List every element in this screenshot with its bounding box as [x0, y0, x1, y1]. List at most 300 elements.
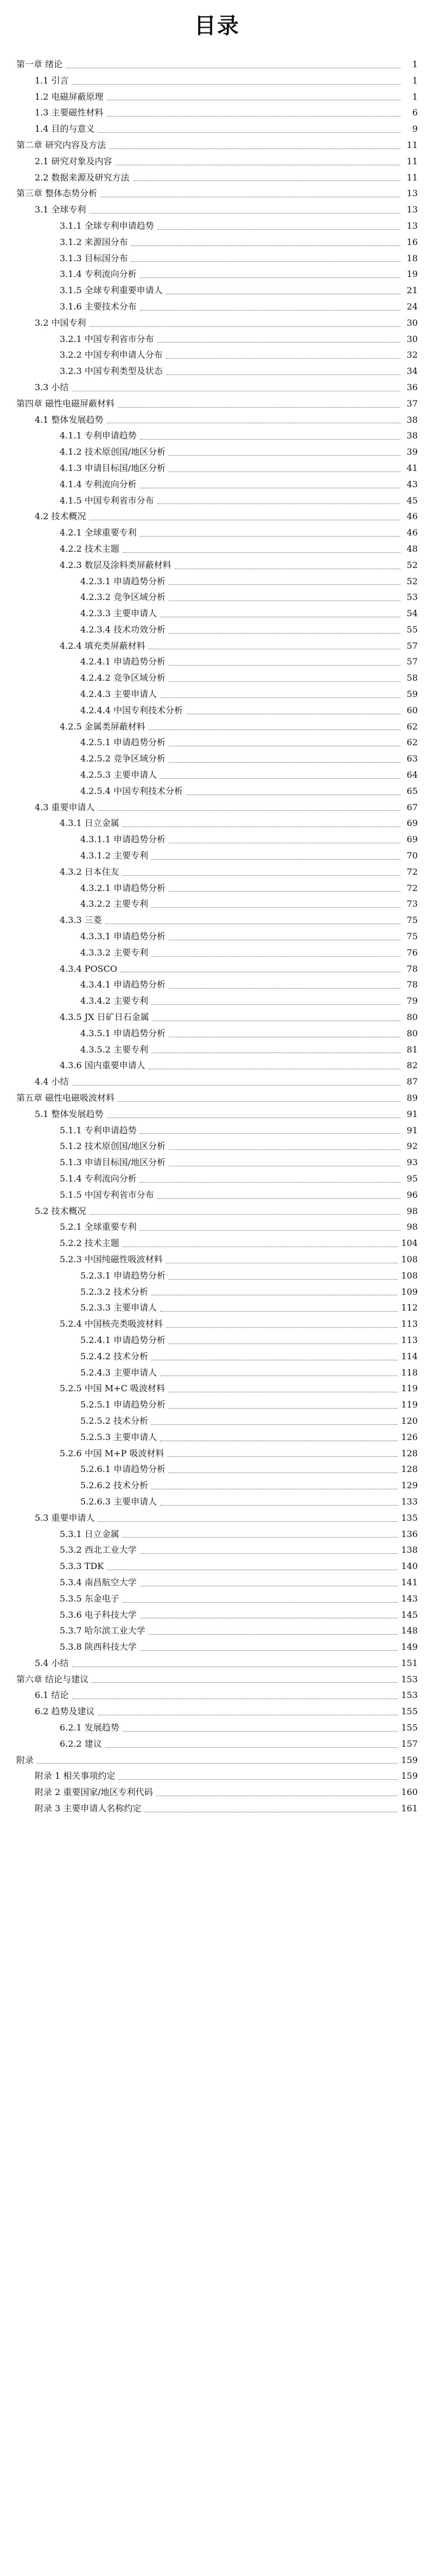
toc-entry[interactable]	[16, 396, 418, 412]
toc-entry[interactable]	[16, 880, 418, 896]
toc-entry[interactable]	[16, 460, 418, 476]
toc-entry-page-number: 38	[406, 430, 418, 441]
toc-entry-page-number: 133	[401, 1496, 418, 1507]
toc-entry-label: 2.2 数据来源及研究方法	[35, 172, 130, 183]
toc-entry-label: 5.2.6.1 申请趋势分析	[80, 1464, 166, 1475]
toc-entry-page-number: 1	[412, 75, 418, 86]
toc-entry-label: 5.2.6.3 主要申请人	[80, 1496, 157, 1507]
toc-entry-label: 5.3.6 电子科技大学	[60, 1609, 137, 1620]
toc-entry[interactable]	[16, 105, 418, 121]
toc-entry[interactable]	[16, 912, 418, 928]
toc-entry[interactable]	[16, 444, 418, 460]
toc-entry-label: 4.3.3.1 申请趋势分析	[80, 931, 166, 942]
toc-entry[interactable]	[16, 1542, 418, 1558]
toc-entry-label: 5.3.2 西北工业大学	[60, 1545, 137, 1555]
toc-entry-page-number: 64	[406, 770, 418, 780]
toc-entry-label: 第三章 整体态势分析	[16, 188, 98, 199]
toc-entry-label: 5.2.4 中国核壳类吸波材料	[60, 1319, 163, 1329]
toc-entry[interactable]	[16, 1461, 418, 1477]
toc-dot-leader	[151, 907, 400, 908]
toc-dot-leader	[123, 826, 400, 827]
toc-entry[interactable]	[16, 1800, 418, 1817]
toc-entry-label: 3.3 小结	[35, 382, 69, 392]
toc-entry-page-number: 57	[406, 656, 418, 667]
toc-entry-label: 1.2 电磁屏蔽原理	[35, 91, 104, 102]
toc-entry-page-number: 48	[406, 543, 418, 554]
toc-dot-leader	[166, 293, 400, 294]
toc-entry-label: 5.2.1 全球重要专利	[60, 1222, 137, 1232]
toc-dot-leader	[160, 1375, 398, 1376]
toc-entry[interactable]	[16, 185, 418, 202]
toc-dot-leader	[169, 745, 400, 746]
toc-dot-leader	[107, 422, 400, 423]
toc-dot-leader	[169, 1149, 400, 1150]
toc-entry-label: 4.3.5.1 申请趋势分析	[80, 1028, 166, 1038]
toc-entry[interactable]	[16, 282, 418, 299]
toc-entry[interactable]	[16, 1009, 418, 1025]
toc-entry[interactable]	[16, 493, 418, 509]
toc-entry[interactable]	[16, 961, 418, 977]
toc-entry[interactable]	[16, 945, 418, 961]
toc-entry[interactable]	[16, 1235, 418, 1251]
toc-entry-page-number: 67	[406, 802, 418, 812]
toc-entry[interactable]	[16, 428, 418, 444]
toc-entry[interactable]	[16, 363, 418, 379]
toc-entry-label: 第二章 研究内容及方法	[16, 139, 106, 150]
toc-dot-leader	[90, 1213, 400, 1215]
toc-entry[interactable]	[16, 89, 418, 105]
toc-entry[interactable]	[16, 654, 418, 670]
toc-entry-page-number: 157	[401, 1738, 418, 1749]
toc-dot-leader	[107, 115, 400, 117]
toc-entry-label: 4.2.5 金属类屏蔽材料	[60, 721, 145, 732]
toc-dot-leader	[107, 99, 400, 100]
toc-entry-page-number: 69	[406, 834, 418, 845]
toc-entry[interactable]	[16, 331, 418, 347]
toc-entry-label: 4.3.5 JX 日矿日石金属	[60, 1012, 149, 1023]
toc-entry[interactable]	[16, 767, 418, 783]
toc-entry-page-number: 153	[401, 1674, 418, 1684]
toc-entry[interactable]	[16, 638, 418, 654]
toc-entry[interactable]	[16, 1268, 418, 1284]
toc-dot-leader	[72, 1666, 398, 1667]
toc-entry-page-number: 120	[401, 1415, 418, 1426]
toc-dot-leader	[140, 309, 400, 311]
toc-entry[interactable]	[16, 1122, 418, 1139]
toc-entry-label: 4.1 整体发展趋势	[35, 414, 104, 425]
toc-entry-label: 4.2.4.3 主要申请人	[80, 689, 157, 700]
toc-entry[interactable]	[16, 347, 418, 363]
toc-dot-leader	[90, 519, 400, 520]
toc-entry-label: 5.2.4.2 技术分析	[80, 1351, 149, 1361]
page-title: 目录	[194, 13, 240, 38]
toc-dot-leader	[149, 1634, 398, 1635]
toc-dot-leader	[169, 664, 400, 666]
toc-entry[interactable]	[16, 1655, 418, 1671]
toc-entry-page-number: 11	[406, 172, 418, 183]
toc-entry-label: 4.3.5.2 主要专利	[80, 1044, 149, 1055]
toc-entry[interactable]	[16, 202, 418, 218]
toc-entry[interactable]	[16, 1057, 418, 1074]
toc-entry-page-number: 6	[412, 107, 418, 118]
toc-entry[interactable]	[16, 73, 418, 89]
toc-dot-leader	[144, 1811, 398, 1812]
toc-entry[interactable]	[16, 1510, 418, 1526]
toc-entry-label: 1.1 引言	[35, 75, 69, 86]
toc-dot-leader	[140, 1230, 400, 1231]
toc-entry[interactable]	[16, 993, 418, 1009]
toc-entry[interactable]	[16, 1042, 418, 1058]
toc-entry[interactable]	[16, 1074, 418, 1090]
toc-entry[interactable]	[16, 234, 418, 250]
toc-dot-leader	[131, 245, 400, 246]
toc-dot-leader	[151, 858, 400, 860]
toc-entry-label: 附录 1 相关事项约定	[35, 1771, 116, 1781]
toc-entry-label: 4.2.3.1 申请趋势分析	[80, 576, 166, 586]
toc-entry-label: 4.3 重要申请人	[35, 802, 95, 812]
toc-entry-label: 5.1 整体发展趋势	[35, 1108, 104, 1119]
toc-dot-leader	[90, 212, 400, 214]
toc-entry-label: 5.2.6.2 技术分析	[80, 1480, 149, 1491]
toc-entry-page-number: 87	[406, 1076, 418, 1087]
toc-entry[interactable]	[16, 815, 418, 831]
toc-entry[interactable]	[16, 1316, 418, 1332]
toc-dot-leader	[169, 455, 400, 456]
toc-entry[interactable]	[16, 1219, 418, 1235]
toc-dot-leader	[123, 552, 400, 553]
toc-entry-page-number: 69	[406, 818, 418, 829]
toc-entry-page-number: 21	[406, 285, 418, 296]
toc-entry-page-number: 78	[406, 979, 418, 990]
toc-entry[interactable]	[16, 153, 418, 170]
toc-entry[interactable]	[16, 137, 418, 153]
toc-dot-leader	[160, 697, 400, 698]
toc-entry[interactable]	[16, 508, 418, 525]
toc-entry[interactable]	[16, 702, 418, 719]
toc-entry[interactable]	[16, 605, 418, 622]
toc-entry-page-number: 62	[406, 737, 418, 748]
toc-entry-label: 第六章 结论与建议	[16, 1674, 89, 1684]
toc-entry[interactable]	[16, 1300, 418, 1316]
toc-entry-page-number: 109	[401, 1286, 418, 1297]
toc-entry[interactable]	[16, 1703, 418, 1720]
toc-entry[interactable]	[16, 170, 418, 186]
toc-dot-leader	[140, 1650, 398, 1651]
toc-entry-page-number: 60	[406, 705, 418, 715]
toc-entry[interactable]	[16, 250, 418, 267]
toc-dot-leader	[169, 584, 400, 585]
toc-entry[interactable]	[16, 1671, 418, 1688]
toc-entry-page-number: 143	[401, 1593, 418, 1604]
toc-entry-page-number: 59	[406, 689, 418, 700]
toc-entry-page-number: 1	[412, 91, 418, 102]
toc-entry[interactable]	[16, 848, 418, 864]
toc-entry-page-number: 148	[401, 1625, 418, 1636]
toc-entry[interactable]	[16, 557, 418, 573]
toc-entry[interactable]	[16, 1687, 418, 1703]
toc-entry-page-number: 76	[406, 947, 418, 958]
toc-dot-leader	[72, 1084, 400, 1086]
toc-entry-page-number: 24	[406, 301, 418, 312]
toc-entry[interactable]	[16, 734, 418, 751]
toc-entry[interactable]	[16, 1639, 418, 1655]
toc-entry[interactable]	[16, 1365, 418, 1381]
toc-entry[interactable]	[16, 1380, 418, 1397]
toc-entry-label: 4.2.1 全球重要专利	[60, 527, 137, 538]
toc-entry[interactable]	[16, 1413, 418, 1429]
toc-entry-label: 4.2 技术概况	[35, 511, 86, 522]
toc-entry-label: 5.3.8 陕西科技大学	[60, 1642, 137, 1652]
toc-entry-page-number: 72	[406, 882, 418, 893]
toc-entry[interactable]	[16, 1171, 418, 1187]
toc-entry-page-number: 43	[406, 479, 418, 489]
toc-entry[interactable]	[16, 412, 418, 428]
toc-entry[interactable]	[16, 783, 418, 799]
toc-dot-leader	[131, 261, 400, 262]
toc-entry-label: 4.3.1 日立金属	[60, 818, 119, 829]
toc-entry[interactable]	[16, 541, 418, 557]
toc-entry-page-number: 135	[401, 1512, 418, 1523]
toc-entry-page-number: 11	[406, 156, 418, 166]
toc-entry-label: 5.2.6 中国 M+P 吸波材料	[60, 1448, 164, 1458]
toc-entry-page-number: 113	[401, 1334, 418, 1345]
toc-dot-leader	[151, 1004, 400, 1005]
toc-entry-label: 4.2.3 数层及涂料类屏蔽材料	[60, 559, 171, 570]
toc-dot-leader	[160, 1505, 398, 1506]
toc-entry-page-number: 155	[401, 1706, 418, 1717]
toc-dot-leader	[160, 616, 400, 617]
toc-entry-page-number: 92	[406, 1141, 418, 1152]
toc-entry[interactable]	[16, 1558, 418, 1574]
toc-dot-leader	[169, 1036, 400, 1037]
toc-entry-label: 4.1.2 技术原创国/地区分析	[60, 447, 166, 457]
toc-entry-page-number: 160	[401, 1787, 418, 1798]
toc-entry-page-number: 155	[401, 1722, 418, 1733]
toc-entry[interactable]	[16, 1720, 418, 1736]
toc-entry[interactable]	[16, 1526, 418, 1542]
toc-entry-page-number: 54	[406, 608, 418, 619]
toc-entry[interactable]	[16, 670, 418, 686]
toc-entry[interactable]	[16, 1429, 418, 1445]
toc-entry[interactable]	[16, 266, 418, 282]
toc-entry[interactable]	[16, 299, 418, 315]
toc-dot-leader	[151, 1359, 398, 1360]
toc-entry-page-number: 98	[406, 1205, 418, 1216]
toc-entry[interactable]	[16, 589, 418, 605]
toc-entry[interactable]	[16, 476, 418, 493]
toc-dot-leader	[157, 229, 400, 230]
toc-dot-leader	[169, 1343, 398, 1344]
toc-entry[interactable]	[16, 1445, 418, 1462]
toc-entry-page-number: 141	[401, 1577, 418, 1587]
toc-dot-leader	[166, 1262, 398, 1263]
toc-entry-label: 4.2.5.3 主要申请人	[80, 770, 157, 780]
toc-entry-label: 6.2.2 建议	[60, 1738, 102, 1749]
toc-entry-label: 3.2.2 中国专利申请人分布	[60, 350, 163, 360]
toc-dot-leader	[157, 1198, 400, 1199]
toc-entry-label: 3.2.1 中国专利省市分布	[60, 333, 154, 344]
toc-entry-label: 4.3.1.2 主要专利	[80, 850, 149, 861]
toc-entry-page-number: 78	[406, 963, 418, 974]
toc-dot-leader	[160, 778, 400, 779]
toc-entry-label: 4.2.5.2 竞争区域分析	[80, 753, 166, 764]
toc-entry-page-number: 13	[406, 220, 418, 231]
toc-entry[interactable]	[16, 573, 418, 590]
toc-entry[interactable]	[16, 928, 418, 945]
toc-entry-page-number: 151	[401, 1657, 418, 1668]
toc-dot-leader	[123, 1246, 398, 1247]
toc-entry-page-number: 73	[406, 899, 418, 909]
toc-entry-label: 4.3.2.1 申请趋势分析	[80, 882, 166, 893]
toc-entry[interactable]	[16, 1607, 418, 1623]
toc-entry-page-number: 81	[406, 1044, 418, 1055]
toc-entry[interactable]	[16, 315, 418, 331]
toc-entry-label: 4.2.4.2 竞争区域分析	[80, 673, 166, 683]
toc-entry[interactable]	[16, 379, 418, 396]
toc-entry-label: 4.3.3.2 主要专利	[80, 947, 149, 958]
toc-entry-label: 3.1 全球专利	[35, 204, 86, 215]
toc-entry[interactable]	[16, 1397, 418, 1413]
toc-entry[interactable]	[16, 1752, 418, 1768]
toc-entry[interactable]	[16, 686, 418, 702]
toc-entry[interactable]	[16, 1332, 418, 1348]
toc-entry-page-number: 91	[406, 1108, 418, 1119]
toc-entry-label: 5.2.5.3 主要申请人	[80, 1431, 157, 1442]
toc-entry[interactable]	[16, 1784, 418, 1800]
toc-dot-leader	[107, 1117, 400, 1118]
toc-entry-page-number: 114	[401, 1351, 418, 1361]
toc-entry[interactable]	[16, 751, 418, 767]
toc-entry-label: 4.1.5 中国专利省市分布	[60, 495, 154, 506]
toc-entry-label: 3.1.2 来源国分布	[60, 236, 128, 247]
toc-entry[interactable]	[16, 1494, 418, 1510]
toc-entry-page-number: 153	[401, 1690, 418, 1701]
toc-entry-label: 3.1.4 专利流向分析	[60, 269, 137, 280]
toc-entry-page-number: 128	[401, 1448, 418, 1458]
toc-entry-page-number: 62	[406, 721, 418, 732]
toc-entry-label: 1.3 主要磁性材料	[35, 107, 104, 118]
toc-dot-leader	[169, 681, 400, 682]
toc-entry-label: 4.1.1 专利申请趋势	[60, 430, 137, 441]
toc-entry-label: 4.2.5.4 中国专利技术分析	[80, 785, 183, 796]
toc-entry-page-number: 41	[406, 462, 418, 473]
toc-dot-leader	[169, 987, 400, 989]
toc-dot-leader	[151, 955, 400, 957]
toc-entry-label: 附录 2 重要国家/地区专利代码	[35, 1787, 153, 1798]
toc-entry[interactable]	[16, 1736, 418, 1752]
toc-entry[interactable]	[16, 622, 418, 638]
toc-dot-leader	[169, 632, 400, 634]
toc-entry-page-number: 112	[401, 1302, 418, 1313]
toc-entry[interactable]	[16, 1284, 418, 1300]
toc-entry-label: 3.1.1 全球专利申请趋势	[60, 220, 154, 231]
toc-entry-page-number: 118	[401, 1367, 418, 1378]
toc-dot-leader	[133, 180, 400, 181]
toc-entry[interactable]	[16, 1090, 418, 1106]
toc-dot-leader	[37, 1762, 398, 1764]
toc-dot-leader	[168, 1456, 398, 1457]
toc-entry[interactable]	[16, 977, 418, 993]
toc-entry-label: 第四章 磁性电磁屏蔽材料	[16, 398, 115, 409]
toc-dot-leader	[156, 1795, 398, 1796]
toc-entry[interactable]	[16, 1477, 418, 1494]
toc-entry-label: 4.2.2 技术主题	[60, 543, 119, 554]
toc-entry-label: 4.1.4 专利流向分析	[60, 479, 137, 489]
toc-dot-leader	[140, 1617, 398, 1618]
toc-dot-leader	[105, 923, 400, 924]
toc-entry-page-number: 96	[406, 1189, 418, 1200]
toc-entry-label: 5.2.2 技术主题	[60, 1238, 119, 1249]
toc-dot-leader	[166, 358, 400, 359]
toc-dot-leader	[169, 600, 400, 601]
toc-entry[interactable]	[16, 121, 418, 137]
toc-entry[interactable]	[16, 1138, 418, 1154]
toc-entry-page-number: 13	[406, 188, 418, 199]
toc-dot-leader	[100, 196, 400, 197]
toc-entry[interactable]	[16, 719, 418, 735]
toc-entry-page-number: 145	[401, 1609, 418, 1620]
toc-entry[interactable]	[16, 1768, 418, 1784]
toc-entry[interactable]	[16, 1251, 418, 1268]
toc-dot-leader	[98, 1521, 398, 1522]
toc-entry-page-number: 52	[406, 559, 418, 570]
toc-entry[interactable]	[16, 864, 418, 880]
toc-entry[interactable]	[16, 1025, 418, 1042]
toc-entry-label: 5.3 重要申请人	[35, 1512, 95, 1523]
toc-entry-label: 4.3.2 日本住友	[60, 866, 119, 877]
toc-entry[interactable]	[16, 1348, 418, 1365]
toc-dot-leader	[90, 326, 400, 327]
toc-entry-label: 4.2.3.4 技术功效分析	[80, 624, 166, 635]
toc-dot-leader	[120, 971, 400, 972]
toc-entry-label: 4.1.3 申请目标国/地区分析	[60, 462, 166, 473]
toc-entry-page-number: 159	[401, 1771, 418, 1781]
toc-entry[interactable]	[16, 1623, 418, 1639]
toc-entry[interactable]	[16, 831, 418, 848]
toc-dot-leader	[169, 471, 400, 472]
toc-entry-page-number: 80	[406, 1012, 418, 1023]
toc-entry[interactable]	[16, 56, 418, 73]
toc-dot-leader	[118, 1779, 398, 1780]
toc-entry-page-number: 108	[401, 1270, 418, 1281]
toc-dot-leader	[151, 1424, 398, 1425]
toc-entry-label: 4.3.3 三菱	[60, 915, 102, 926]
toc-entry-page-number: 18	[406, 253, 418, 263]
toc-entry-label: 5.2.4.1 申请趋势分析	[80, 1334, 166, 1345]
toc-entry-label: 5.1.3 申请目标国/地区分析	[60, 1157, 166, 1168]
toc-entry[interactable]	[16, 1187, 418, 1203]
toc-entry-label: 3.1.6 主要技术分布	[60, 301, 137, 312]
toc-entry[interactable]	[16, 896, 418, 912]
toc-entry[interactable]	[16, 799, 418, 816]
toc-entry[interactable]	[16, 1574, 418, 1591]
toc-entry-page-number: 79	[406, 996, 418, 1006]
toc-entry[interactable]	[16, 1106, 418, 1122]
toc-entry-label: 附录	[16, 1754, 34, 1765]
toc-entry-page-number: 136	[401, 1528, 418, 1539]
toc-entry-label: 5.2.3.3 主要申请人	[80, 1302, 157, 1313]
toc-entry[interactable]	[16, 218, 418, 234]
toc-entry[interactable]	[16, 525, 418, 541]
toc-entry[interactable]	[16, 1154, 418, 1171]
toc-entry-page-number: 13	[406, 204, 418, 215]
toc-entry[interactable]	[16, 1591, 418, 1607]
toc-entry-page-number: 52	[406, 576, 418, 586]
toc-entry[interactable]	[16, 1203, 418, 1219]
toc-dot-leader	[118, 406, 400, 408]
toc-dot-leader	[169, 939, 400, 940]
toc-entry-page-number: 30	[406, 317, 418, 328]
